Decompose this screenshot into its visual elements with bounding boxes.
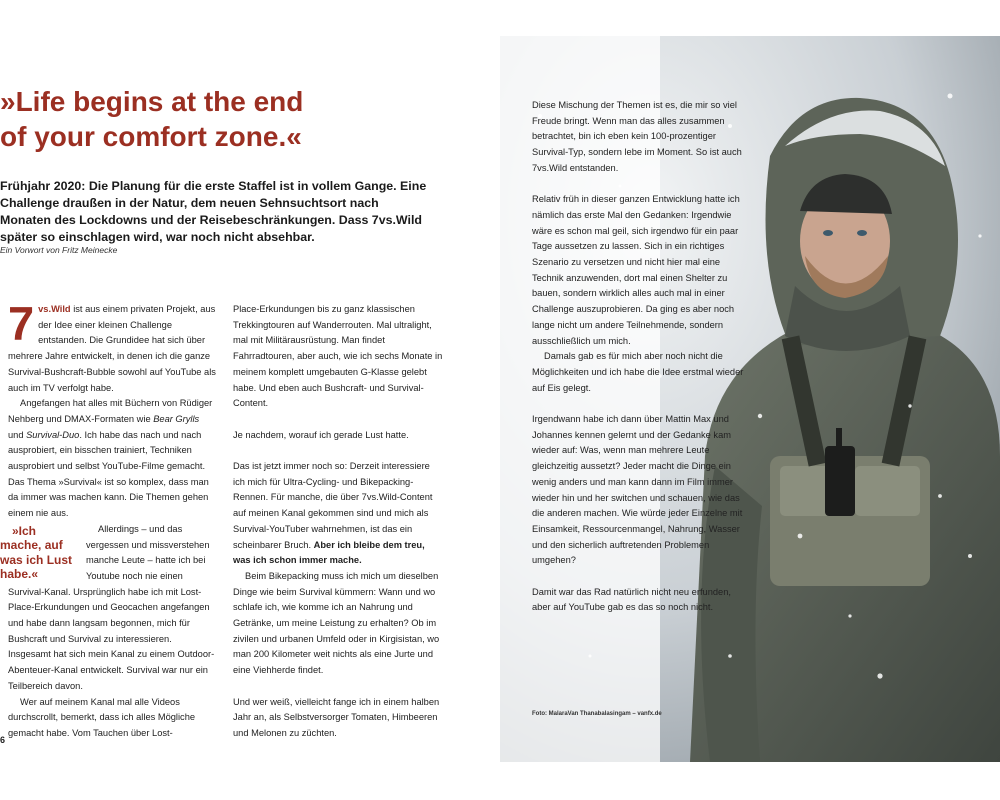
text-column-1 bbox=[0, 297, 216, 742]
col1-p2-text-b: und bbox=[8, 429, 27, 440]
paragraph-gap bbox=[532, 396, 744, 412]
headline-line-1: »Life begins at the end bbox=[0, 86, 304, 117]
col2-p3-text: Das ist jetzt immer noch so: Derzeit interessiere ich mich für Ultra-Cycling- und Bikepacking-Rennen. Für manche, die über 7vs.Wild-Content auf meinen Kanal gekommen sind und mich als Survival-YouTuber wahrnehmen, ist das ein scheinbarer Bruch. bbox=[233, 461, 433, 550]
paragraph-gap bbox=[233, 412, 443, 428]
page-number: 6 bbox=[0, 735, 6, 745]
paragraph-gap bbox=[233, 443, 443, 459]
col1-paragraph-4: Wer auf meinem Kanal mal alle Videos durchscrollt, bemerkt, dass ich alles Mögliche gemacht habe. Vom Tauchen über Lost- bbox=[8, 696, 196, 738]
col3-paragraph-5: Damit war das Rad natürlich nicht neu erfunden, aber auf YouTube gab es das so noch nicht. bbox=[532, 586, 731, 613]
lead-paragraph: Frühjahr 2020: Die Planung für die erste Staffel ist in vollem Gange. Eine Challenge draußen in der Natur, dem neuen Sehnsuchtsort nach Monaten des Lockdowns und der Reisebeschränkungen. Dass 7vs.Wild später so einschlagen wird, war noch nicht absehbar. bbox=[0, 179, 427, 244]
photo-credit: Foto: MalaraVan Thanabalasingam – vanfx.de bbox=[532, 711, 662, 717]
left-eye bbox=[823, 230, 833, 236]
paragraph-gap bbox=[532, 569, 744, 585]
col2-paragraph-3 bbox=[233, 459, 443, 569]
rig-pouch-right bbox=[855, 466, 920, 516]
col2-paragraph-4: Beim Bikepacking muss ich mich um dieselben Dinge wie beim Survival kümmern: Wann und wo schlafe ich, wie komme ich an Nahrung und Getränke, um meine Leistung zu erhalten? Ob im zivilen und urbanen Umfeld oder in Kirgisistan, wo man 200 Kilometer weit nichts als eine Jurte und eine Viehherde findet. bbox=[233, 570, 440, 676]
col1-p3-text: Allerdings – und das vergessen und missverstehen manche Leute – hatte ich bei Youtube noch nie einen Survival-Kanal. Ursprünglich habe ich mit Lost-Place-Erkundungen und Geocachen angefangen und habe dann langsam begonnen, mich für Bushcraft und Survival zu interessieren. Insgesamt hat sich mein Kanal zu einem Outdoor-Abenteuer-Kanal entwickelt. Survival war nur ein Teilbereich davon. bbox=[8, 523, 215, 691]
pull-quote: »Ich mache, auf was ich Lust habe.« bbox=[0, 523, 73, 582]
text-column-2 bbox=[233, 302, 443, 742]
col3-paragraph-1: Diese Mischung der Themen ist es, die mir so viel Freude bringt. Wenn man das alles zusammen betrachtet, bin ich eben kein 100-prozentiger Survival-Typ, sondern lebe im Moment. So ist auch 7vs.Wild entstanden. bbox=[532, 100, 742, 173]
right-eye bbox=[857, 230, 867, 236]
drop-cap: 7 bbox=[8, 297, 35, 350]
col1-paragraph-2 bbox=[8, 396, 216, 522]
text-column-3 bbox=[532, 98, 744, 616]
col3-paragraph-3: Damals gab es für mich aber noch nicht die Möglichkeiten und ich habe die Idee erstmal wieder auf Eis gelegt. bbox=[532, 351, 744, 393]
radio-antenna bbox=[836, 428, 842, 448]
byline: Ein Vorwort von Fritz Meinecke bbox=[0, 245, 118, 255]
col1-p2-text-c: . Ich habe das nach und nach ausprobiert, ein bisschen trainiert, Techniken ausprobiert und selbst YouTube-Filme gemacht. Das Thema »Survival« ist so komplex, dass man da immer was machen kann. Die Themen gehen einem nie aus. bbox=[8, 429, 209, 519]
col2-paragraph-1: Place-Erkundungen bis zu ganz klassischen Trekkingtouren auf Wanderrouten. Mal ultralight, mal mit Militärausrüstung. Man findet Fahrradtouren, aber auch, wie ich sechs Monate in meinem komplett umgebauten G-Klasse gelebt habe. Und eben auch Bushcraft- und Survival-Content. bbox=[233, 304, 443, 409]
brand-name: vs.Wild bbox=[38, 304, 71, 314]
headline-line-2: of your comfort zone.« bbox=[0, 121, 302, 152]
col1-paragraph-1 bbox=[8, 297, 216, 396]
col1-paragraph-3 bbox=[0, 522, 216, 695]
col3-paragraph-4: Irgendwann habe ich dann über Mattin Max und Johannes kennen gelernt und der Gedanke kam wieder auf: Was, wenn man mehrere Leute gleichzeitig aussetzt? Jeder macht die Dinge ein wenig anders und man kann dann im Film immer wieder hin und her switchen und schauen, wie das die anderen machen. Wie würde jeder Einzelne mit Einsamkeit, Ressourcenmangel, Nahrung, Wasser und den sicherlich auftretenden Problemen umgehen? bbox=[532, 414, 743, 566]
col2-paragraph-2: Je nachdem, worauf ich gerade Lust hatte. bbox=[233, 429, 409, 440]
paragraph-gap bbox=[532, 177, 744, 193]
col2-paragraph-5: Und wer weiß, vielleicht fange ich in einem halben Jahr an, als Selbstversorger Tomaten, Himbeeren und Melonen zu züchten. bbox=[233, 696, 440, 738]
col2-p3-bold: Aber ich bleibe dem treu, was ich schon immer mache. bbox=[233, 539, 425, 566]
col1-p2-em-2: Survival-Duo bbox=[26, 429, 80, 440]
paragraph-gap bbox=[233, 679, 443, 695]
col1-p2-em-1: Bear Grylls bbox=[153, 413, 200, 424]
col1-p2-text-a: Angefangen hat alles mit Büchern von Rüdiger Nehberg und DMAX-Formaten wie bbox=[8, 398, 213, 424]
headline bbox=[0, 84, 420, 154]
col1-p1-text: ist aus einem privaten Projekt, aus der Idee einer kleinen Challenge entstanden. Die Grundidee hat sich über mehrere Jahre entwickelt, in denen ich die ganze Survival-Bushcraft-Bubble sowohl auf YouTube als auch im TV verfolgt habe. bbox=[8, 304, 216, 393]
radio bbox=[825, 446, 855, 516]
col3-paragraph-2: Relativ früh in dieser ganzen Entwicklung hatte ich nämlich das erste Mal den Gedanken: Irgendwie wäre es schon mal geil, sich irgendwo für ein paar Tage aussetzen zu lassen. Sich in ein richtiges Szenario zu versetzen und nicht hier mal eine Technik anzuwenden, dort mal einen Shelter zu bauen, sondern wirklich alles auch mal in einer Challenge auszuprobieren. Da ging es aber noch lange nicht um andere Teilnehmende, sondern ausschließlich um mich. bbox=[532, 194, 740, 346]
